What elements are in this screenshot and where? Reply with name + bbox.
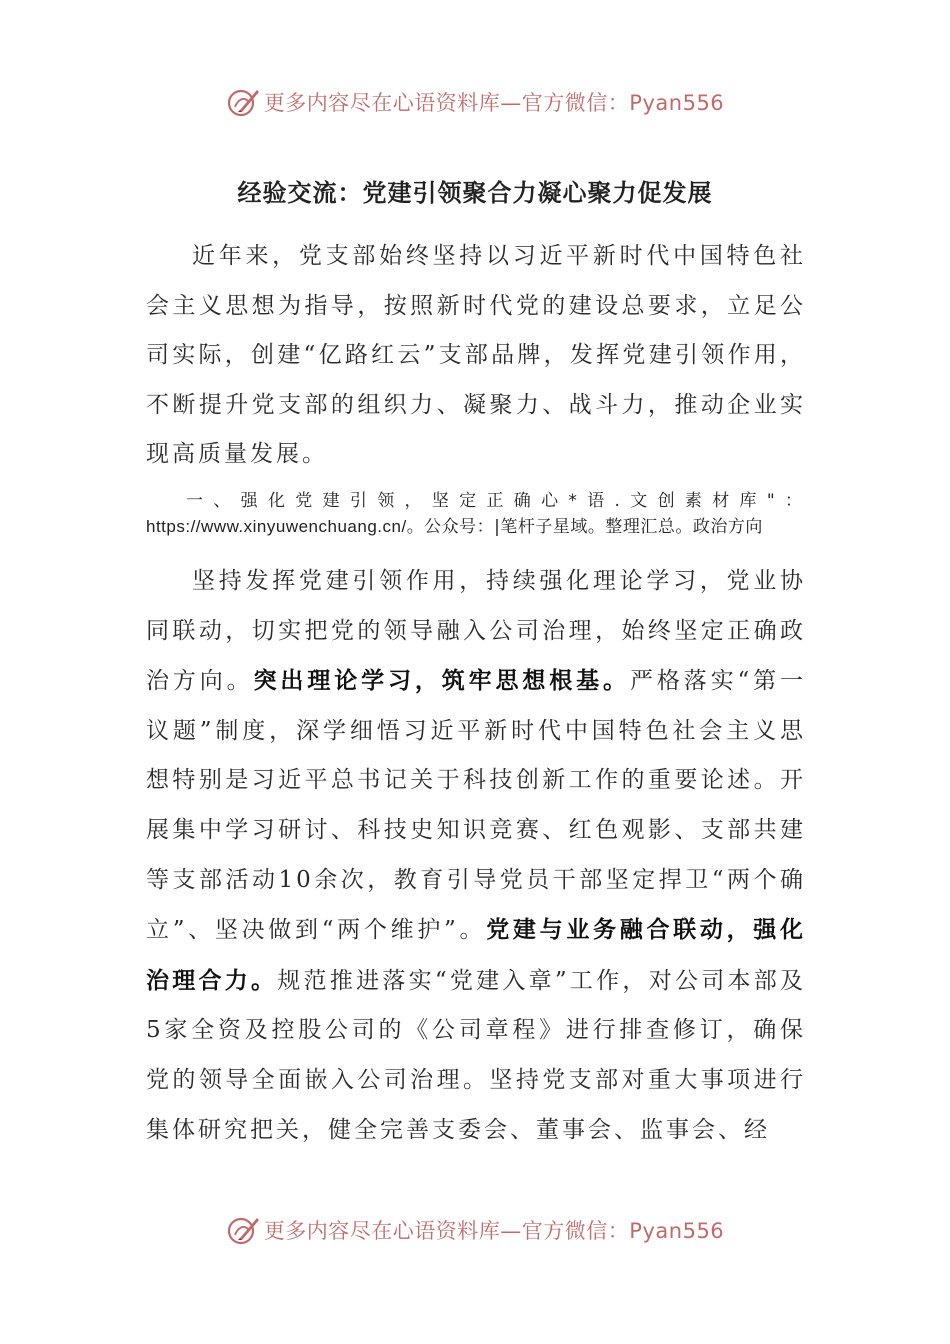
body-text-3: 规范推进落实“党建入章”工作，对公司本部及5家全资及控股公司的《公司章程》进行排查修订，确保党的领导全面嵌入公司治理。坚持党支部对重大事项进行集体研究把关，健全完善支委会、董事会、监事会、经 [146,967,806,1143]
section-heading-suffix: 。公众号：|笔杆子星域。整理汇总。政治方向 [406,517,763,537]
bold-subheading-1: 突出理论学习，筑牢思想根基。 [253,667,630,695]
section-body-paragraph [146,557,806,1155]
intro-paragraph: 近年来，党支部始终坚持以习近平新时代中国特色社会主义思想为指导，按照新时代党的建设总要求，立足公司实际，创建“亿路红云”支部品牌，发挥党建引领作用，不断提升党支部的组织力、凝聚力、战斗力，推动企业实现高质量发展。 [146,243,806,468]
pen-circle-logo-icon [226,85,260,119]
pen-circle-logo-icon [226,1213,260,1247]
bold-subheading-2: 党建与业务融合联动，强化治理合力。 [146,916,806,994]
section-heading [146,488,808,540]
section-heading-prefix: 一、强化党建引领，坚定正确心*语.文创素材库"： [186,491,808,511]
banner-text: 更多内容尽在心语资料库—官方微信：Pyan556 [263,1219,725,1243]
footer-banner [0,1210,950,1250]
banner-text: 更多内容尽在心语资料库—官方微信：Pyan556 [263,91,725,115]
page-title: 经验交流：党建引领聚合力凝心聚力促发展 [237,178,713,207]
body-text-1: 坚持发挥党建引领作用，持续强化理论学习，党业协同联动，切实把党的领导融入公司治理，始终坚定正确政治方向。 [146,568,806,695]
header-banner [0,82,950,122]
section-heading-url: https://www.xinyuwenchuang.cn/ [146,517,407,536]
body-text-2: 严格落实“第一议题”制度，深学细悟习近平新时代中国特色社会主义思想特别是习近平总书记关于科技创新工作的重要论述。开展集中学习研讨、科技史知识竞赛、红色观影、支部共建等支部活动10余次，教育引导党员干部坚定捍卫“两个确立”、坚决做到“两个维护”。 [146,668,807,944]
